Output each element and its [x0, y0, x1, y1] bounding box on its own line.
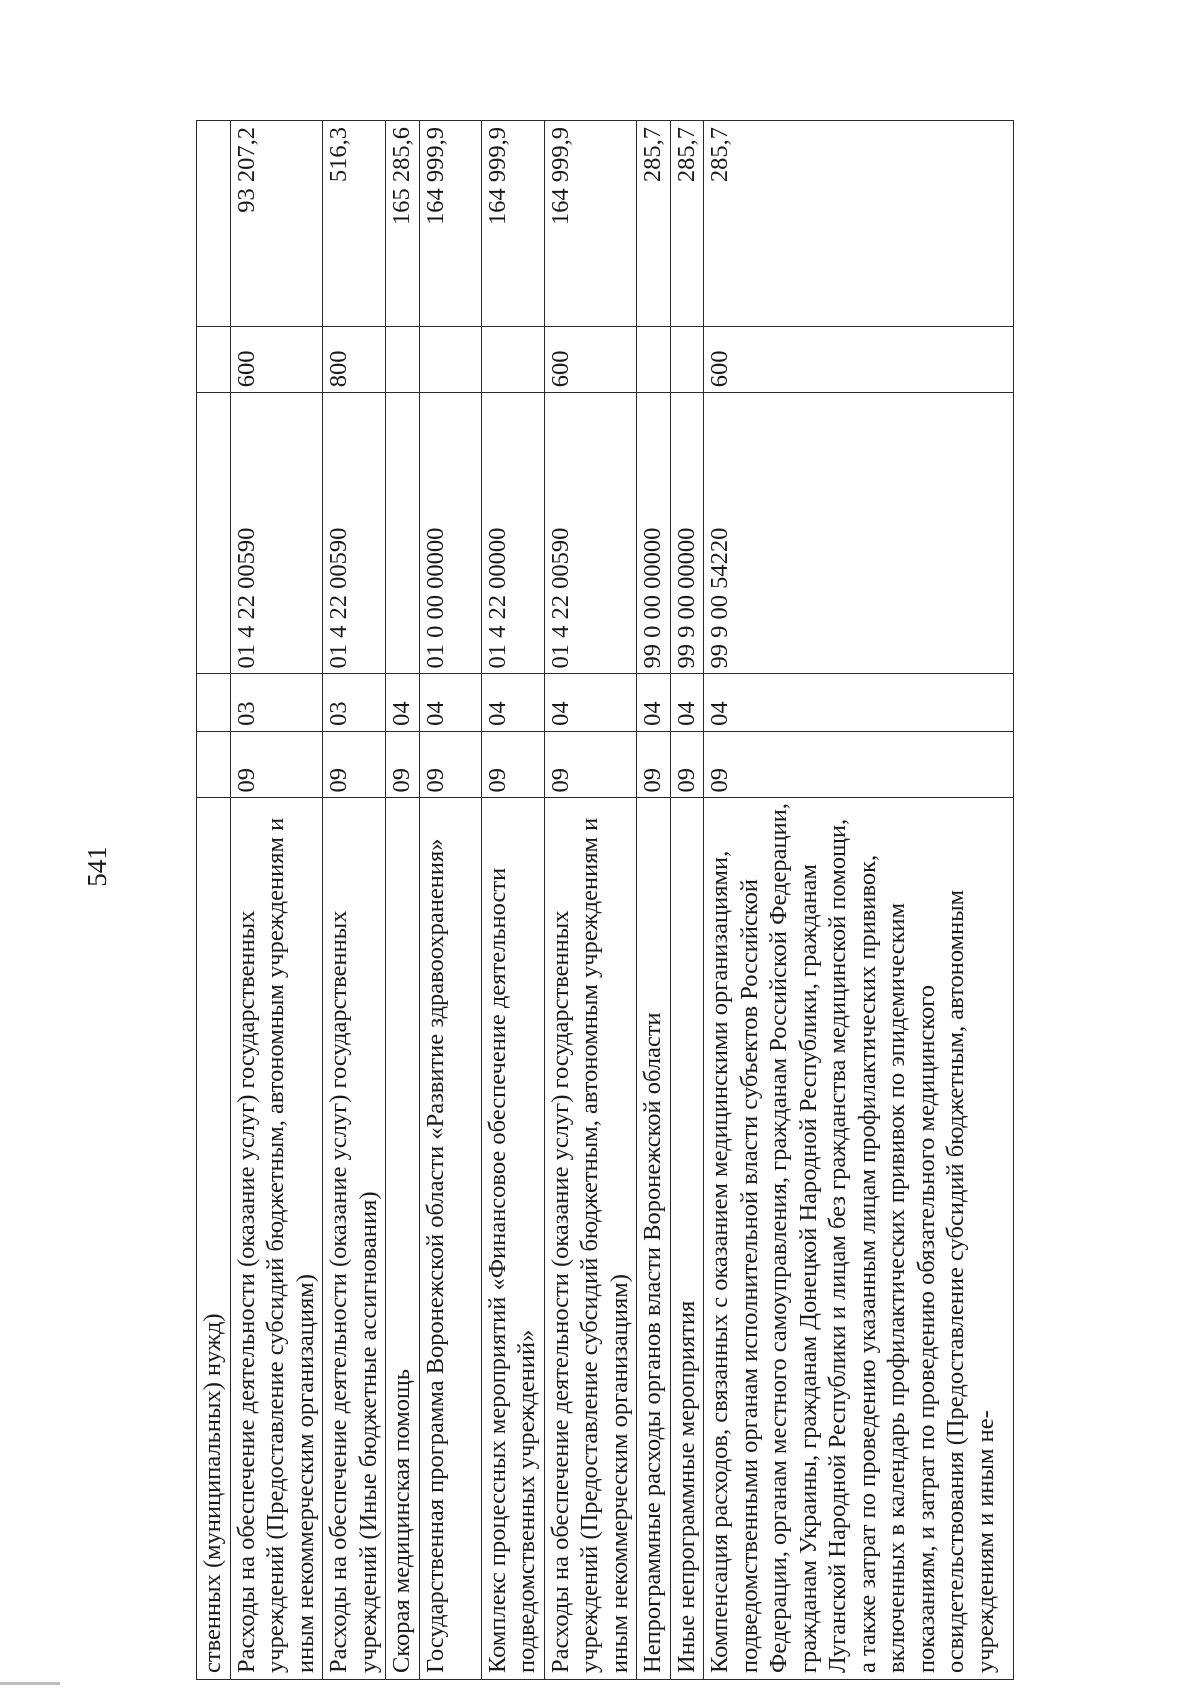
table-row	[197, 121, 231, 1680]
amount-cell: 285,7	[670, 121, 704, 327]
table-row	[670, 121, 704, 1680]
row-name-cell: Расходы на обеспечение деятельности (оказание услуг) государственных учреждений (Иные бюджетные ассигнования)	[323, 798, 386, 1680]
row-name-cell: Иные непрограммные мероприятия	[670, 798, 704, 1680]
ministry-code-cell: 09	[323, 731, 386, 798]
ministry-code-cell: 09	[544, 731, 637, 798]
scan-edge-mark	[0, 1682, 60, 1685]
table-row	[386, 121, 420, 1680]
section-code-cell: 04	[704, 674, 1014, 731]
expense-type-cell: 800	[323, 326, 386, 393]
target-article-cell: 01 4 22 00590	[323, 393, 386, 674]
expense-type-cell: 600	[230, 326, 323, 393]
section-code-cell: 03	[230, 674, 323, 731]
table-row	[419, 121, 481, 1680]
target-article-cell: 01 4 22 00590	[230, 393, 323, 674]
amount-cell: 93 207,2	[230, 121, 323, 327]
target-article-cell	[386, 393, 420, 674]
section-code-cell: 04	[670, 674, 704, 731]
page-number	[82, 836, 112, 896]
amount-cell: 285,7	[704, 121, 1014, 327]
target-article-cell: 99 9 00 00000	[670, 393, 704, 674]
row-name-cell: Компенсация расходов, связанных с оказанием медицинскими организациями, подведомственными органам исполнительной власти субъектов Российской Федерации, органам местного самоуправления, гражданам Российской Федерации, гражданам Украины, гражданам Донецкой Народной Республики, гражданам Луганской Народной Республики и лицам без гражданства медицинской помощи, а также затрат по проведению указанным лицам профилактических прививок, включенных в календарь профилактических прививок по эпидемическим показаниям, и затрат по проведению обязательного медицинского освидетельствования (Предоставление субсидий бюджетным, автономным учреждениям и иным не-	[704, 798, 1014, 1680]
expense-type-cell	[419, 326, 481, 393]
row-name-cell: Расходы на обеспечение деятельности (оказание услуг) государственных учреждений (Предоставление субсидий бюджетным, автономным учреждениям и иным некоммерческим организациям)	[230, 798, 323, 1680]
section-code-cell: 04	[637, 674, 671, 731]
amount-cell: 285,7	[637, 121, 671, 327]
amount-cell	[197, 121, 231, 327]
amount-cell: 164 999,9	[481, 121, 544, 327]
expense-type-cell	[197, 326, 231, 393]
ministry-code-cell: 09	[419, 731, 481, 798]
ministry-code-cell: 09	[704, 731, 1014, 798]
table-row	[230, 121, 323, 1680]
target-article-cell: 01 4 22 00590	[544, 393, 637, 674]
ministry-code-cell: 09	[386, 731, 420, 798]
table-row	[704, 121, 1014, 1680]
section-code-cell	[197, 674, 231, 731]
target-article-cell	[197, 393, 231, 674]
ministry-code-cell: 09	[230, 731, 323, 798]
row-name-cell: ственных (муниципальных) нужд)	[197, 798, 231, 1680]
expense-type-cell	[386, 326, 420, 393]
amount-cell: 164 999,9	[419, 121, 481, 327]
amount-cell: 164 999,9	[544, 121, 637, 327]
target-article-cell: 99 9 00 54220	[704, 393, 1014, 674]
ministry-code-cell: 09	[637, 731, 671, 798]
page-number-text: 541	[81, 845, 112, 887]
ministry-code-cell: 09	[481, 731, 544, 798]
amount-cell: 516,3	[323, 121, 386, 327]
expense-type-cell	[481, 326, 544, 393]
budget-table-frame	[196, 120, 1014, 1680]
row-name-cell: Непрограммные расходы органов власти Воронежской области	[637, 798, 671, 1680]
row-name-cell: Расходы на обеспечение деятельности (оказание услуг) государственных учреждений (Предоставление субсидий бюджетным, автономным учреждениям и иным некоммерческим организациям)	[544, 798, 637, 1680]
section-code-cell: 04	[419, 674, 481, 731]
expense-type-cell	[637, 326, 671, 393]
amount-cell: 165 285,6	[386, 121, 420, 327]
target-article-cell: 99 0 00 00000	[637, 393, 671, 674]
target-article-cell: 01 4 22 00000	[481, 393, 544, 674]
table-row	[637, 121, 671, 1680]
row-name-cell: Комплекс процессных мероприятий «Финансовое обеспечение деятельности подведомственных учреждений»	[481, 798, 544, 1680]
table-row	[481, 121, 544, 1680]
section-code-cell: 04	[481, 674, 544, 731]
section-code-cell: 03	[323, 674, 386, 731]
section-code-cell: 04	[386, 674, 420, 731]
expense-type-cell: 600	[544, 326, 637, 393]
table-row	[323, 121, 386, 1680]
budget-table	[196, 120, 1014, 1680]
ministry-code-cell	[197, 731, 231, 798]
target-article-cell: 01 0 00 00000	[419, 393, 481, 674]
row-name-cell: Государственная программа Воронежской области «Развитие здравоохранения»	[419, 798, 481, 1680]
section-code-cell: 04	[544, 674, 637, 731]
row-name-cell: Скорая медицинская помощь	[386, 798, 420, 1680]
expense-type-cell	[670, 326, 704, 393]
expense-type-cell: 600	[704, 326, 1014, 393]
table-row	[544, 121, 637, 1680]
ministry-code-cell: 09	[670, 731, 704, 798]
